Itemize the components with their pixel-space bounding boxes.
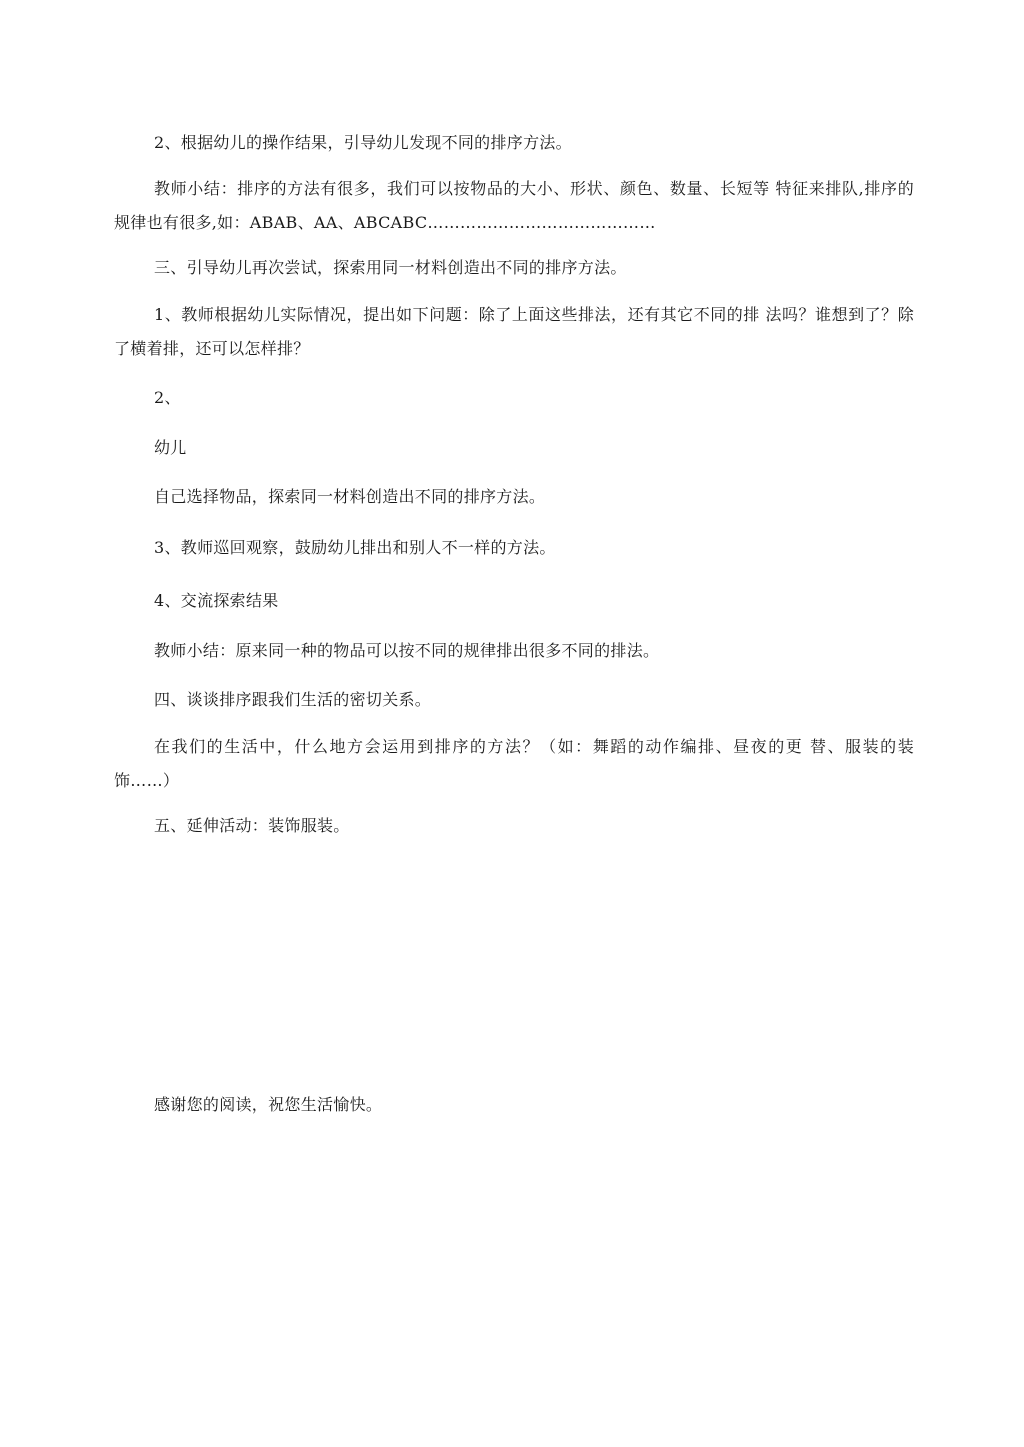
paragraph-step-2-subject: 幼儿 [154, 438, 187, 457]
paragraph-step-2-number: 2、 [154, 388, 181, 407]
paragraph-life-examples: 在我们的生活中，什么地方会运用到排序的方法？（如：舞蹈的动作编排、昼夜的更 替、服装的装饰……） [114, 737, 914, 790]
paragraph-step-1-questions: 1、教师根据幼儿实际情况，提出如下问题：除了上面这些排法，还有其它不同的排 法吗？谁想到了？除了横着排，还可以怎样排？ [114, 305, 914, 358]
heading-section-3: 三、引导幼儿再次尝试，探索用同一材料创造出不同的排序方法。 [154, 258, 627, 277]
paragraph-step-2: 2、根据幼儿的操作结果，引导幼儿发现不同的排序方法。 [154, 133, 572, 152]
paragraph-teacher-summary-2: 教师小结：原来同一种的物品可以按不同的规律排出很多不同的排法。 [154, 641, 660, 660]
paragraph-step-4: 4、交流探索结果 [154, 591, 279, 610]
paragraph-step-3: 3、教师巡回观察，鼓励幼儿排出和别人不一样的方法。 [154, 538, 556, 557]
heading-section-5: 五、延伸活动：装饰服装。 [154, 816, 350, 835]
paragraph-teacher-summary-1: 教师小结：排序的方法有很多，我们可以按物品的大小、形状、颜色、数量、长短等 特征来排队,排序的规律也有很多,如：ABAB、AA、ABCABC…………………………………… [114, 179, 914, 232]
heading-section-4: 四、谈谈排序跟我们生活的密切关系。 [154, 690, 432, 709]
closing-text: 感谢您的阅读，祝您生活愉快。 [154, 1095, 383, 1114]
paragraph-step-2-body: 自己选择物品，探索同一材料创造出不同的排序方法。 [154, 487, 546, 506]
